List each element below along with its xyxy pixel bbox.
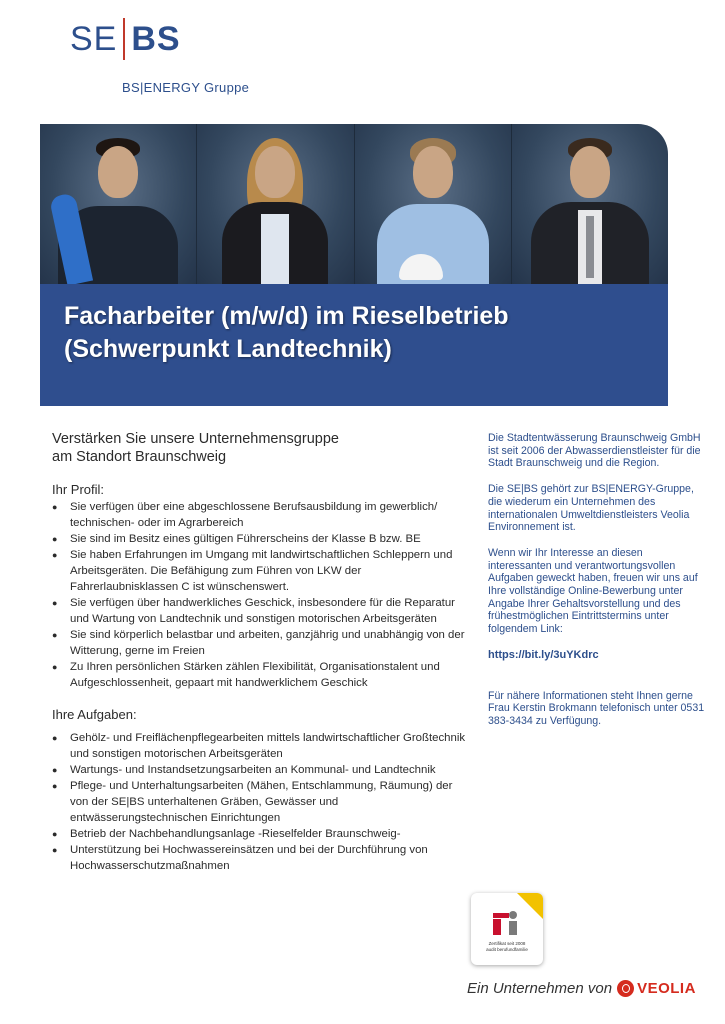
certificate-mark-icon [491, 909, 523, 937]
logo-wordmark [70, 18, 181, 60]
intro-subtitle-line-1: Verstärken Sie unsere Unternehmensgruppe [52, 431, 339, 447]
photo-engineer [354, 124, 511, 284]
photo-businesswoman [196, 124, 353, 284]
company-about: Die Stadtentwässerung Braunschweig GmbH ist seit 2006 der Abwasserdienstleister für die Stadt Braunschweig und die Region. [488, 432, 701, 470]
profile-list [52, 499, 472, 691]
tasks-heading: Ihre Aufgaben: [52, 707, 137, 722]
list-item: ● Sie sind im Besitz eines gültigen Führerscheins der Klasse B bzw. BE [52, 531, 472, 547]
logo-se: SE [70, 20, 118, 58]
job-title-line-2: (Schwerpunkt Landtechnik) [64, 335, 392, 363]
application-link[interactable]: https://bit.ly/3uYKdrc [488, 648, 599, 661]
list-item: ● Betrieb der Nachbehandlungsanlage -Rieselfelder Braunschweig- [52, 826, 472, 842]
footer-veolia [467, 980, 696, 997]
application-call: Wenn wir Ihr Interesse an diesen interessanten und verantwortungsvollen Aufgaben geweckt haben, freuen wir uns auf Ihre vollständige Online-Bewerbung unter Angabe Ihrer Gehaltsvorstellung und des frühestmöglichen Eintrittstermins unter folgendem Link: [488, 546, 698, 636]
sebs-logo [70, 18, 250, 95]
certificate-line-1: Zertifikat seit 2008 [488, 941, 526, 946]
audit-certificate-badge [471, 893, 543, 965]
intro-subtitle-line-2: am Standort Braunschweig [52, 449, 227, 465]
footer-text: Ein Unternehmen von [467, 980, 613, 997]
logo-bs: BS [131, 20, 181, 58]
list-item: ● Zu Ihren persönlichen Stärken zählen Flexibilität, Organisationstalent und Aufgeschlossenheit, gepaart mit handwerklichem Geschick [52, 659, 472, 691]
certificate-text [475, 941, 539, 952]
tasks-list [52, 730, 472, 874]
list-item: ● Sie sind körperlich belastbar und arbeiten, ganzjährig und unabhängig von der Witterung, gerne im Freien [52, 627, 472, 659]
list-item: ● Sie verfügen über handwerkliches Geschick, insbesondere für die Reparatur und Wartung von Landtechnik und sonstigen motorischen Arbeitsgeräten [52, 595, 472, 627]
veolia-logo-icon [617, 980, 634, 997]
certificate-line-2: audit berufundfamilie [486, 946, 528, 952]
company-info-sidebar [488, 432, 708, 741]
list-item: ● Gehölz- und Freiflächenpflegearbeiten mittels landwirtschaftlicher Großtechnik und sonstigen motorischen Arbeitsgeräten [52, 730, 472, 762]
job-title-banner [40, 284, 668, 406]
profile-heading: Ihr Profil: [52, 482, 105, 497]
list-item: ● Wartungs- und Instandsetzungsarbeiten an Kommunal- und Landtechnik [52, 762, 472, 778]
team-photo-strip [40, 124, 668, 284]
list-item: ● Sie haben Erfahrungen im Umgang mit landwirtschaftlichen Schleppern und Arbeitsgeräten. Die Befähigung zum Führen von LKW der Fahrerlaubnisklassen C ist wünschenswert. [52, 547, 472, 595]
main-content [52, 430, 472, 874]
contact-info: Für nähere Informationen steht Ihnen gerne Frau Kerstin Brokmann telefonisch unter 0531 383-3434 zu Verfügung. [488, 689, 705, 727]
list-item: ● Sie verfügen über eine abgeschlossene Berufsausbildung im gewerblich/ technischen- oder im Agrarbereich [52, 499, 472, 531]
photo-worker [40, 124, 196, 284]
job-title-line-1: Facharbeiter (m/w/d) im Rieselbetrieb [64, 302, 509, 330]
hero-banner [40, 124, 668, 406]
veolia-brand: VEOLIA [637, 980, 696, 997]
intro-subtitle [52, 430, 472, 466]
list-item: ● Pflege- und Unterhaltungsarbeiten (Mähen, Entschlammung, Räumung) der von der SE|BS unterhaltenen Gräben, Gewässer und entwässerungstechnischen Einrichtungen [52, 778, 472, 826]
list-item: ● Unterstützung bei Hochwassereinsätzen und bei der Durchführung von Hochwasserschutzmaßnahmen [52, 842, 472, 874]
logo-divider [123, 18, 125, 60]
photo-businessman [511, 124, 668, 284]
job-title [64, 300, 509, 366]
logo-group-name: BS|ENERGY Gruppe [122, 80, 250, 95]
group-about: Die SE|BS gehört zur BS|ENERGY-Gruppe, die wiederum ein Unternehmen des internationalen Umweltdienstleisters Veolia Environnement ist. [488, 483, 694, 534]
